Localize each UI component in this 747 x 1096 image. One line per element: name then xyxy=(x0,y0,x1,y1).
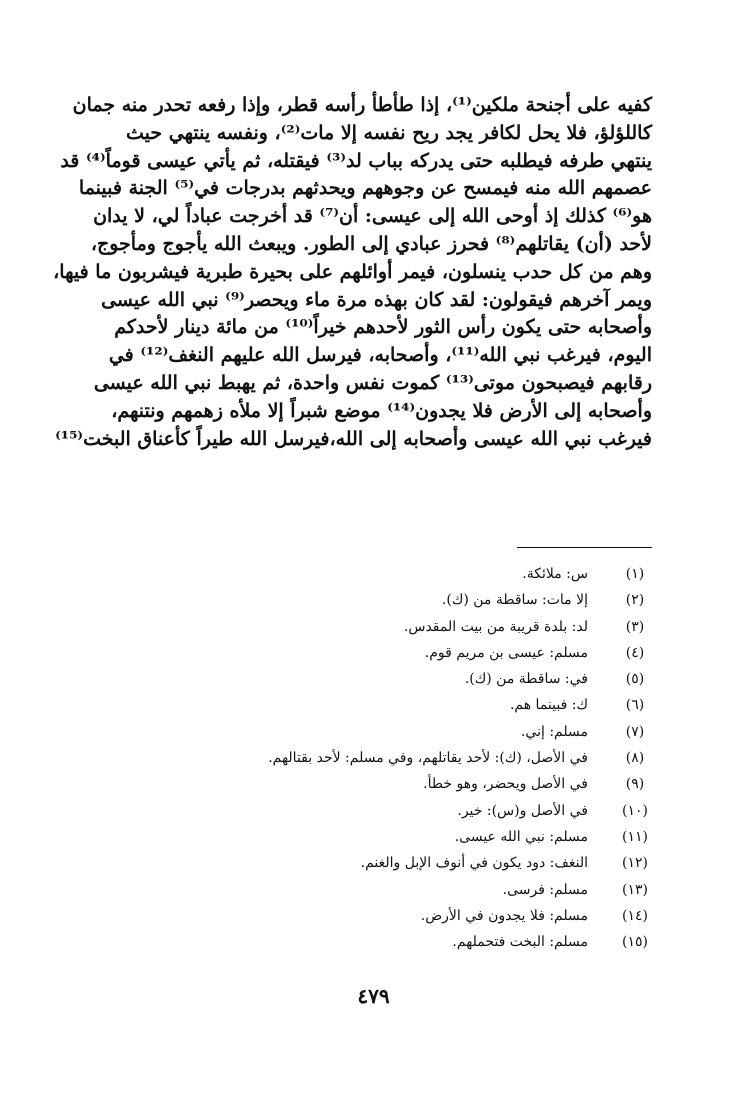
footnote-number: (١٥) xyxy=(622,934,648,951)
main-text-line: وأصحابه حتى يكون رأس الثور لأحدهم خيراً⁽¹⁰⁾ من مائة دينار لأحدكم xyxy=(114,316,652,339)
main-text-line: كاللؤلؤ، فلا يحل لكافر يجد ريح نفسه إلا مات⁽²⁾، ونفسه ينتهي حيث xyxy=(126,121,652,144)
footnote-text: لد: بلدة قريبة من بيت المقدس. xyxy=(403,618,588,635)
footnote-text: مسلم: نبي الله عيسى. xyxy=(454,828,588,845)
footnote-item xyxy=(180,908,660,934)
footnote-number: (١٢) xyxy=(622,855,648,872)
footnote-text: في الأصل ويحضر، وهو خطأ. xyxy=(423,776,588,793)
main-text-line: وأصحابه إلى الأرض فلا يجدون⁽¹⁴⁾ موضع شبراً إلا ملأه زهمهم ونتنهم، xyxy=(111,399,652,422)
footnote-number: (٨) xyxy=(625,750,645,767)
footnote-item xyxy=(180,724,660,750)
footnote-number: (٢) xyxy=(625,592,645,609)
main-text-line: فيرغب نبي الله عيسى وأصحابه إلى الله،فيرسل الله طيراً كأعناق البخت⁽¹⁵⁾ xyxy=(55,427,652,450)
footnote-number: (١٠) xyxy=(622,802,648,819)
footnote-item xyxy=(180,671,660,697)
footnote-text: في الأصل، (ك): لأحد يقاتلهم، وفي مسلم: لأحد بقتالهم. xyxy=(268,750,588,767)
footnote-number: (٧) xyxy=(625,723,645,740)
footnote-item xyxy=(180,750,660,776)
footnote-number: (٥) xyxy=(625,671,645,688)
footnote-divider xyxy=(517,547,652,548)
main-text-line: ينتهي طرفه فيطلبه حتى يدركه بباب لد⁽³⁾ فيقتله، ثم يأتي عيسى قوماً⁽⁴⁾ قد xyxy=(60,149,652,172)
page-number: ٤٧٩ xyxy=(357,984,390,1008)
footnote-item xyxy=(180,592,660,618)
footnote-text: مسلم: البخت فتحملهم. xyxy=(452,934,588,951)
footnote-item xyxy=(180,645,660,671)
main-text-line: كفيه على أجنحة ملكين⁽¹⁾، إذا طأطأ رأسه قطر، وإذا رفعه تحدر منه جمان xyxy=(72,94,652,116)
footnote-text: س: ملائكة. xyxy=(522,566,588,582)
footnote-item xyxy=(180,855,660,881)
footnote-item xyxy=(180,697,660,723)
footnote-text: ك: فبينما هم. xyxy=(509,697,588,714)
footnote-item xyxy=(180,934,660,960)
footnote-text: مسلم: فلا يجدون في الأرض. xyxy=(420,907,588,924)
footnote-number: (١) xyxy=(625,566,645,582)
footnote-item xyxy=(180,566,660,592)
main-text-line: اليوم، فيرغب نبي الله⁽¹¹⁾، وأصحابه، فيرسل الله عليهم النغف⁽¹²⁾ في xyxy=(108,344,652,367)
main-text-line: عصمهم الله منه فيمسح عن وجوههم ويحدثهم بدرجات في⁽⁵⁾ الجنة فبينما xyxy=(78,177,652,200)
main-text-line: هو⁽⁶⁾ كذلك إذ أوحى الله إلى عيسى: أن⁽⁷⁾ قد أخرجت عباداً لي، لا يدان xyxy=(93,205,652,228)
main-text-body xyxy=(53,92,652,453)
main-text-line: ويمر آخرهم فيقولون: لقد كان بهذه مرة ماء ويحصر⁽⁹⁾ نبي الله عيسى xyxy=(101,288,652,311)
footnote-text: مسلم: عيسى بن مريم قوم. xyxy=(424,644,588,661)
footnote-item xyxy=(180,882,660,908)
footnote-text: النغف: دود يكون في أنوف الإبل والغنم. xyxy=(360,855,588,872)
footnote-text: في: ساقطة من (ك). xyxy=(464,671,588,688)
footnote-text: مسلم: إني. xyxy=(520,723,588,740)
footnote-item xyxy=(180,776,660,802)
footnote-number: (١٣) xyxy=(622,881,648,898)
footnotes-list xyxy=(180,566,660,960)
footnote-number: (٣) xyxy=(625,618,645,635)
footnote-number: (١٤) xyxy=(622,907,648,924)
main-text-line: رقابهم فيصبحون موتى⁽¹³⁾ كموت نفس واحدة، ثم يهبط نبي الله عيسى xyxy=(93,371,652,394)
main-text-line: لأحد (أن) يقاتلهم⁽⁸⁾ فحرز عبادي إلى الطور. ويبعث الله يأجوج ومأجوج، xyxy=(90,232,652,255)
footnote-number: (٩) xyxy=(625,776,645,793)
footnote-number: (٦) xyxy=(625,697,645,714)
footnote-text: في الأصل و(س): خير. xyxy=(457,802,588,819)
footnote-text: مسلم: فرسى. xyxy=(502,881,588,898)
footnote-item xyxy=(180,619,660,645)
footnote-item xyxy=(180,803,660,829)
footnote-number: (١١) xyxy=(622,828,648,845)
main-text-line: وهم من كل حدب ينسلون، فيمر أوائلهم على بحيرة طبرية فيشربون ما فيها، xyxy=(53,260,652,283)
footnote-number: (٤) xyxy=(625,644,645,661)
footnote-text: إلا مات: ساقطة من (ك). xyxy=(441,592,588,609)
footnote-item xyxy=(180,829,660,855)
